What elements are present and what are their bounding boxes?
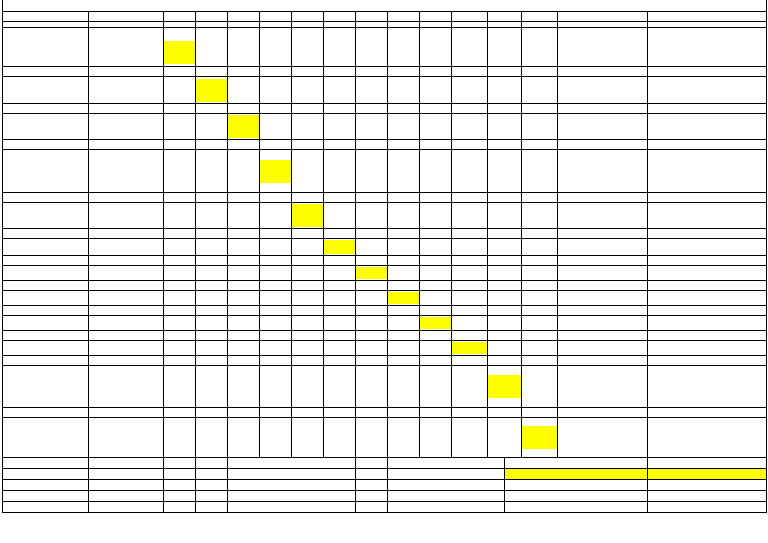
grid-line [2,192,767,193]
scheduled-mark [260,160,291,183]
topic-cell [2,266,88,280]
instructor-cell [647,114,766,139]
instructor-cell [647,38,766,66]
month-label [164,29,195,38]
topic-cell [2,77,88,103]
development-cell [90,366,161,407]
recipient-cell [557,341,647,355]
development-cell [90,316,161,330]
grid-line [2,340,767,341]
grid-line [2,11,767,12]
grid-line [504,457,505,513]
topic-cell [2,203,88,228]
scheduled-mark [292,204,323,227]
development-cell [90,38,161,66]
grid-line [2,255,767,256]
instructor-cell [647,366,766,407]
grid-line [2,468,767,469]
month-label [324,29,355,38]
grid-line [2,365,767,366]
scheduled-mark [488,375,521,398]
recipient-cell [557,77,647,103]
month-label [260,29,291,38]
grid-line [451,11,452,458]
grid-line [2,113,767,114]
scheduled-mark [164,41,195,64]
grid-line [2,265,767,266]
grid-line [2,280,767,281]
signature-label [163,468,195,479]
grid-line [163,11,164,458]
grid-line [2,228,767,229]
grid-line [355,457,356,513]
grid-line [88,11,89,458]
grid-line [2,501,767,502]
topic-cell [2,418,88,457]
scheduled-mark [522,426,557,449]
grid-line [2,512,767,513]
month-label [522,29,557,38]
development-cell [90,239,161,255]
scheduled-mark [420,317,451,329]
grid-line [163,457,164,513]
development-cell [90,203,161,228]
month-label [196,29,227,38]
month-label [488,29,521,38]
scheduled-mark [324,240,355,254]
month-label [388,29,419,38]
grid-line [2,149,767,150]
topic-cell [2,114,88,139]
recipient-cell [557,239,647,255]
scheduled-mark [452,342,487,354]
instructor-cell [647,341,766,355]
recipient-cell [557,418,647,457]
legend-item [2,490,88,501]
topic-cell [2,366,88,407]
grid-line [2,76,767,77]
recipient-cell [557,316,647,330]
grid-line [647,457,648,513]
grid-line [2,290,767,291]
grid-line [259,11,260,458]
scheduled-mark [196,79,227,102]
grid-line [2,479,767,480]
signature-label [355,468,387,479]
grid-line [323,11,324,458]
grid-line [2,490,767,491]
instructor-cell [647,77,766,103]
grid-line [2,315,767,316]
grid-line [521,11,522,458]
partner-label [345,501,397,512]
grid-line [195,11,196,458]
development-cell [90,77,161,103]
instructor-cell [647,239,766,255]
development-cell [90,266,161,280]
grid-line [2,355,767,356]
grid-line [766,0,767,513]
footer-observations-label [557,457,647,468]
legend-item [2,501,88,512]
recipient-cell [557,291,647,305]
recipient-cell [557,203,647,228]
grid-line [2,139,767,140]
month-label [452,29,487,38]
grid-line [88,457,89,513]
grid-line [2,407,767,408]
grid-line [387,457,388,513]
recipient-cell [557,366,647,407]
recipient-cell [557,266,647,280]
instructor-cell [647,316,766,330]
topic-cell [2,150,88,192]
topic-cell [2,239,88,255]
topic-cell [2,341,88,355]
month-label [292,29,323,38]
recipient-cell [557,38,647,66]
grid-line [2,417,767,418]
grid-line [355,11,356,458]
grid-line [2,457,767,458]
topic-cell [2,291,88,305]
development-cell [90,150,161,192]
grid-line [557,11,558,458]
development-cell [90,114,161,139]
grid-line [2,305,767,306]
instructor-cell [647,150,766,192]
month-label [356,29,387,38]
topic-cell [2,38,88,66]
legend-item [2,468,88,479]
scheduled-mark [228,115,259,138]
topic-cell [2,316,88,330]
grid-line [647,11,648,458]
month-label [228,29,259,38]
footer-reference-label [2,457,88,468]
grid-line [2,330,767,331]
grid-line [2,21,767,22]
grid-line [419,11,420,458]
development-cell [90,291,161,305]
instructor-cell [647,418,766,457]
development-cell [90,418,161,457]
development-cell [90,341,161,355]
grid-line [2,0,3,513]
grid-line [2,202,767,203]
observation-note [504,468,766,479]
grid-line [2,238,767,239]
recipient-cell [557,150,647,192]
instructor-cell [647,266,766,280]
grid-line [227,11,228,458]
instructor-cell [647,291,766,305]
instructor-cell [647,203,766,228]
grid-line [2,66,767,67]
legend-item [2,479,88,490]
grid-line [2,27,767,28]
grid-line [387,11,388,458]
grid-line [487,11,488,458]
grid-line [291,11,292,458]
month-label [420,29,451,38]
grid-line [2,103,767,104]
footer-approved-label [355,457,387,468]
rrhh-label [163,501,195,512]
scheduled-mark [388,292,419,304]
scheduled-mark [356,267,387,279]
grid-line [227,457,228,513]
grid-line [195,457,196,513]
recipient-cell [557,114,647,139]
